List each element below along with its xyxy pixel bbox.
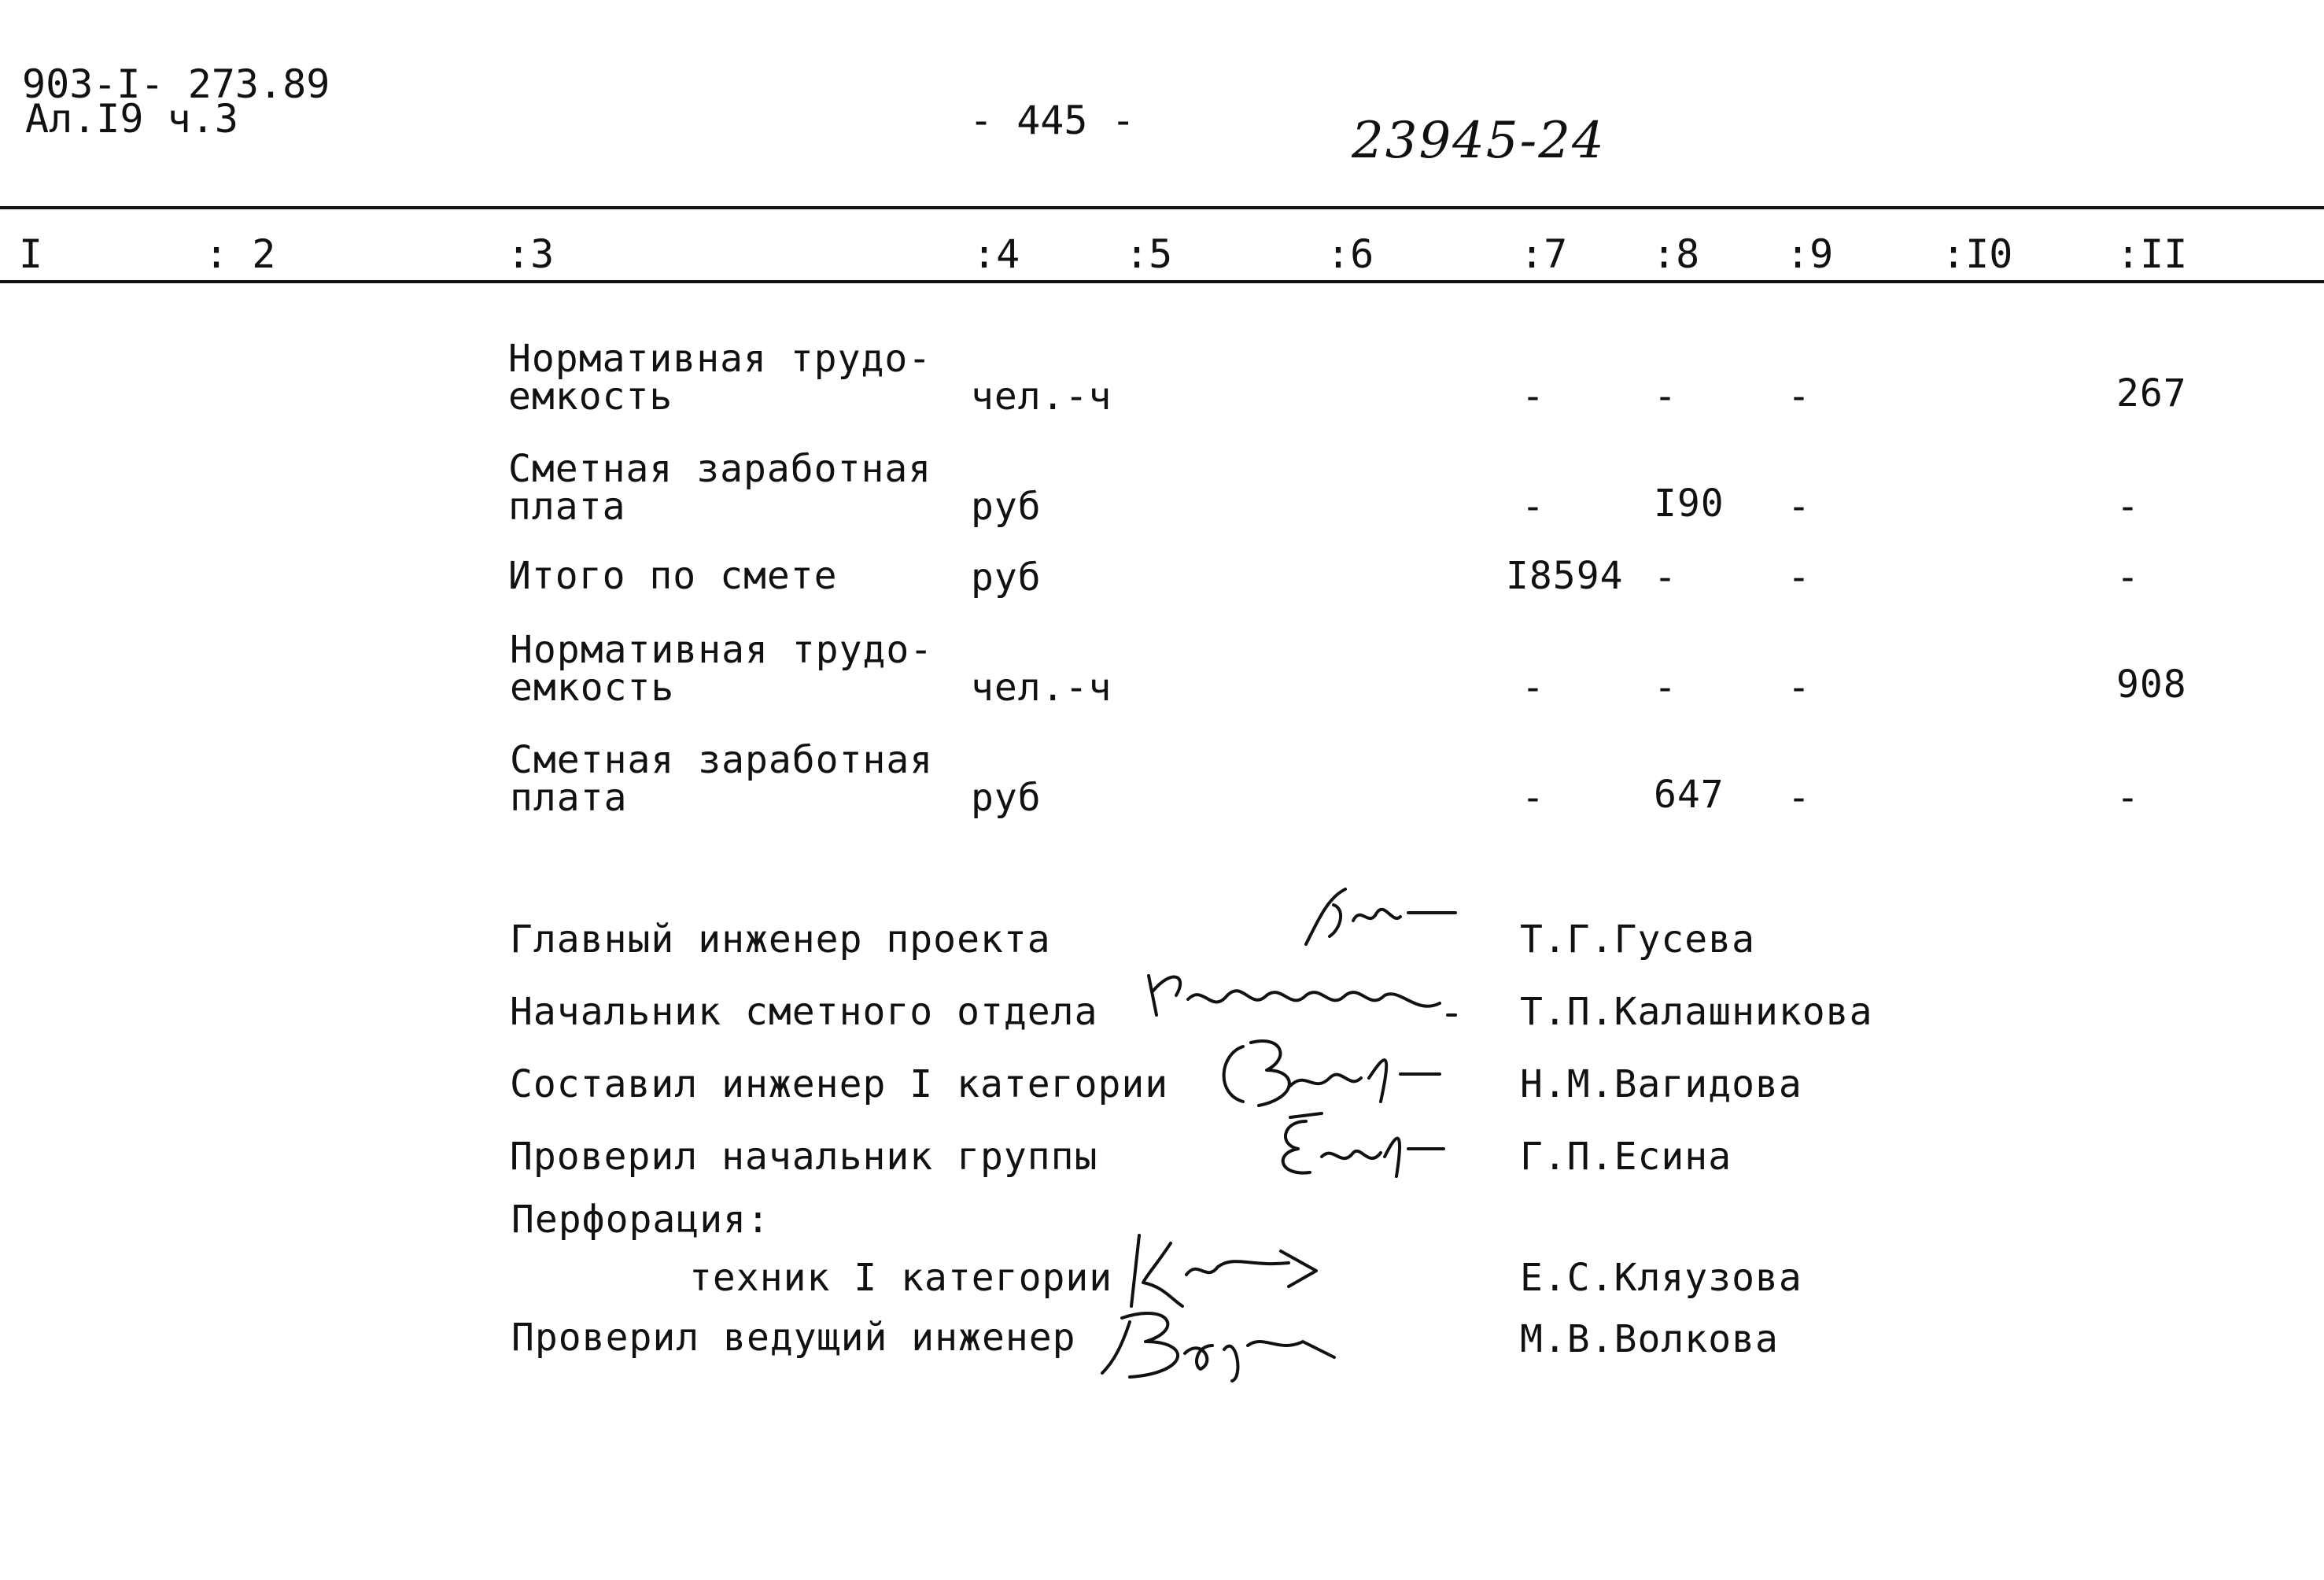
unit-cell: чел.-ч [971,375,1112,419]
unit-cell: чел.-ч [971,666,1112,710]
signature-esina [1267,1109,1448,1180]
item-name-line2: плата [510,776,628,820]
signature-gouseva [1298,881,1463,952]
signatory-name: Т.П.Калашникова [1520,990,1873,1034]
column-header-5: :5 [1125,231,1173,277]
column-header-11: :II [2116,231,2188,277]
col8-cell: I90 [1654,482,1725,526]
col8-cell: - [1654,666,1677,710]
signature-vagidova [1212,1031,1448,1117]
column-header-8: :8 [1652,231,1700,277]
col8-cell: 647 [1654,773,1725,817]
col11-cell: - [2116,776,2140,820]
signatory-role: Составил инженер I категории [510,1062,1169,1106]
column-header-10: :I0 [1942,231,2013,277]
signatory-name: Г.П.Есина [1520,1135,1732,1179]
item-name-line1: Нормативная трудо- [508,337,932,381]
signatory-role: Начальник сметного отдела [510,990,1098,1034]
unit-cell: руб [971,485,1042,529]
column-header-2: : 2 [205,231,276,277]
col11-cell: - [2116,485,2140,529]
table-header-bottom-rule [0,280,2324,283]
album-reference: Ал.I9 ч.3 [25,96,238,142]
item-name-line2: емкость [508,375,673,419]
col9-cell: - [1787,776,1811,820]
signature-kalashnikova [1141,960,1471,1031]
signatory-role: техник I категории [689,1256,1113,1300]
signatory-name: Е.С.Кляузова [1520,1256,1802,1300]
signatory-role: Главный инженер проекта [510,917,1051,962]
col11-cell: 267 [2116,371,2187,415]
item-name-line1: Итого по смете [508,554,838,598]
signatory-name: Т.Г.Гусева [1520,917,1755,962]
signatory-name: Н.М.Вагидова [1520,1062,1802,1106]
col7-cell: - [1522,776,1545,820]
column-header-4: :4 [972,231,1020,277]
col9-cell: - [1787,375,1811,419]
col7-cell: - [1522,666,1545,710]
signatory-role: Проверил ведущий инженер [511,1316,1076,1360]
signature-volkova [1098,1298,1350,1385]
col7-cell: - [1522,485,1545,529]
signatory-name: М.В.Волкова [1520,1317,1779,1361]
item-name-line2: емкость [510,666,675,710]
column-header-3: :3 [507,231,555,277]
column-header-1: I [19,231,43,277]
perforation-label: Перфорация: [511,1198,770,1242]
item-name-line1: Сметная заработная [508,447,932,491]
col11-cell: - [2116,556,2140,600]
col7-cell: I8594 [1506,554,1624,598]
column-header-9: :9 [1786,231,1834,277]
page-number: - 445 - [969,98,1135,143]
col8-cell: - [1654,556,1677,600]
unit-cell: руб [971,776,1042,820]
col8-cell: - [1654,375,1677,419]
document-code: 903-I- 273.89 [22,61,330,107]
item-name-line2: плата [508,485,626,529]
col9-cell: - [1787,556,1811,600]
col9-cell: - [1787,666,1811,710]
item-name-line1: Сметная заработная [510,738,934,782]
column-header-6: :6 [1326,231,1374,277]
item-name-line1: Нормативная трудо- [510,628,934,672]
col11-cell: 908 [2116,663,2187,707]
column-header-7: :7 [1520,231,1568,277]
col9-cell: - [1787,485,1811,529]
col7-cell: - [1522,375,1545,419]
table-top-rule [0,206,2324,209]
handwritten-number: 23945-24 [1352,112,1606,170]
unit-cell: руб [971,556,1042,600]
signatory-role: Проверил начальник группы [510,1135,1098,1179]
